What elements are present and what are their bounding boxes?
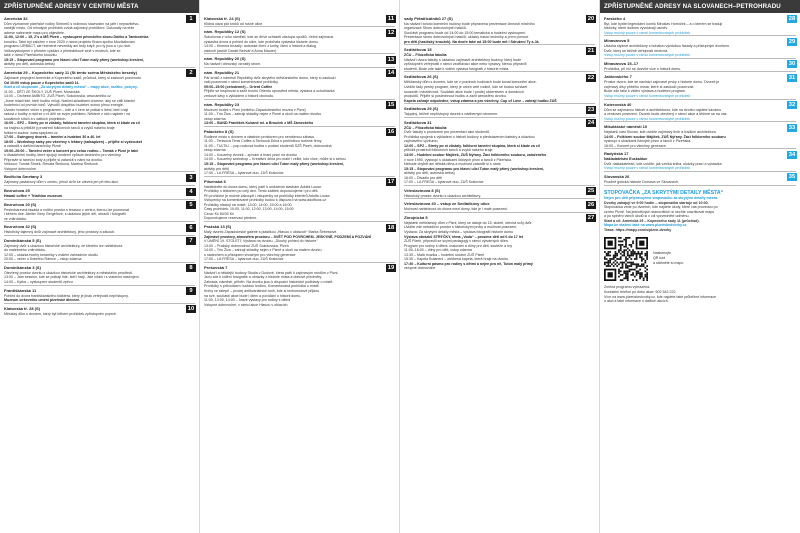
program-line: 11:00 – TULTILI – pop-rocková hudba v podání studentů SZŠ Plzeň, dobrovolná — [204, 143, 332, 148]
program-line: 15:15 – Stopování programu pro hlavní ulici Tuton malý přímý (workshop kreslení, — [204, 161, 345, 166]
address-number-badge: 2 — [186, 69, 196, 77]
address-entry — [204, 264, 395, 307]
program-line: 14:00 – Hudební soubor Májíček, ZUŠ Nýřany. Žáci folklorního souboru, založeného — [404, 152, 547, 157]
program-line: 14:00 – Kouzelný dvorek – zpívání a hraní písní na dvorku — [204, 152, 297, 157]
address-entry — [604, 173, 796, 185]
program-line: aktivity pro děti, autorská četba) — [404, 171, 455, 176]
address-number-badge: 8 — [186, 264, 196, 272]
program-line: Uvidíte tady pestrý program, který je určen celé rodině, kde se budou scházet — [404, 84, 528, 89]
stopovacka-title: STOPOVAČKA „ZA SKRYTÝMI DETAILY MĚSTA“ — [604, 189, 724, 196]
address-entry — [204, 69, 395, 99]
address-entry — [204, 224, 395, 263]
stopovacka-line: Start a cíl: Americká 29 – Kopeckého sady 11 (průchod). — [604, 218, 700, 223]
program-line: s nádechem a přístupem vhodným pro všechny generace — [204, 252, 296, 257]
address-entry — [404, 119, 595, 186]
address-number-badge: 35 — [788, 174, 796, 181]
program-line: Prohlídka spojená s výkladem o historii budovy a představením katedry a ukázkou — [404, 134, 535, 139]
program-line: přiblížit prostředí folklorních tanců a zvyků našeho kraje — [404, 148, 493, 153]
program-line: Dvůr fakulty s prostorem pro prezentaci akcí studentů. — [404, 130, 491, 135]
address-number-badge: 3 — [186, 174, 196, 182]
program-line: Historický prostor dvorku s ukázkou architektury. — [404, 193, 482, 198]
address-title: Farského 4 — [604, 15, 626, 21]
address-entry — [204, 29, 395, 55]
program-line: ve vnitrobloku. — [4, 216, 28, 221]
program-line: 12:00 – SPZ – Strety po ní zůstaly, folklorní taneční skupina, která si klade za cíl — [404, 143, 540, 148]
address-entry — [4, 201, 195, 222]
program-line: Nádvoří dvora fakulty s ukázkou zajímavé architektury budovy, který bude — [404, 57, 522, 62]
program-line: Možnost nahlédnout do dvora mezi domy, kde je i malé posezení. — [404, 207, 509, 212]
program-line: vaši pozornost v rámci komentované prohlídky. — [204, 80, 279, 85]
program-line: Byt, kde bydlel legendární komik Miroslav Horníček – a o kterém se tradují — [604, 21, 723, 26]
address-title: Dominikánská 3 (S) — [4, 264, 41, 270]
program-line: 16:00 – Koncert pro všechny generace. — [604, 143, 667, 148]
address-title: Mlnavarova 5 — [604, 38, 630, 44]
closing-line: o akci a také informace o dalších akcích. — [604, 299, 669, 304]
column-header — [400, 0, 599, 13]
program-line: Muzeum církevního umění plzeňské diecéze. — [4, 298, 81, 303]
program-line: zajímavý díky příběhu místa, které si zaslouží pozornost. — [604, 84, 695, 89]
program-line: a venkovní posezení. Dvorek bude otevřený v rámci akce a těšíme se na vás. — [604, 112, 728, 117]
address-title: Františkánská 11 — [4, 287, 37, 293]
address-title: Klatovská tř. 24 (S) — [204, 15, 241, 21]
program-line: Dům významné plzeňské rodiny Steinerů s rodinnou slavnostní na jaře i nejnavštěvo- — [4, 21, 140, 26]
program-line: zpřístupněn veřejnosti v rámci vzdělávací akce nebo výstavy, kterou připravili — [404, 62, 527, 67]
program-line: Dům se zajímavou historií a architekturou, kde na dvorku najdete kavárnu — [604, 107, 722, 112]
program-line: Při prohlídce je možné zakoupit i vstupenky na prohlídky interiérů Adolfa Loose. — [204, 193, 331, 198]
address-title: nám. Republiky 12 (S) — [204, 29, 246, 35]
program-line: Velkovystoupení v přímém vysílání z přednáškové síně v místech, kde se — [4, 48, 121, 53]
program-line: také v rámci Plzeňského kroužku. — [4, 53, 58, 58]
program-line: 15:15 – Stopování programu pro hlavní ulici Tuton malý přímý (workshop kreslení, — [404, 166, 545, 171]
program-line: Tajuplný, běžně nepřístupný dvorek s nádherným stromem. — [404, 112, 499, 117]
program-line: Na nádvoří tohoto komerční budovy bude připravena prezentace činnosti místního — [404, 21, 535, 26]
address-title: Veleslavínova 40 – vstup ze Sedláčkovy ulice — [404, 201, 490, 207]
program-line: Program pro rodiny s dětmi: malování a dílny pro děti, soutěže a hry — [404, 243, 513, 248]
address-title: Sedláčkova 31 — [404, 119, 432, 125]
program-line: Uvidíte zde netradiční prostor s historickými prvky a možnost posezení. — [404, 225, 518, 230]
address-number-badge: 30 — [788, 61, 796, 68]
program-column-3 — [400, 0, 600, 533]
program-line: do malebného vnitrobloku. — [4, 248, 47, 253]
program-line: 14:00 – Trio Živa – zahrají skladby nejen z Plzně a okolí na malém dvorku — [204, 248, 322, 253]
program-line: 17:00 – LA FRESA – kytarové duo, ZUŠ Kralovice — [204, 171, 284, 176]
program-line: Měšťanský dům s dvorem, kde se v pozdních hodinách bude konat komunitní akce. — [404, 80, 537, 85]
program-line: Přijďte se inspirovat a zažít trochu Orientu uprostřed města, výstava a ochutnávka — [204, 89, 335, 94]
address-entry — [204, 178, 395, 222]
program-line: Prohlídky s lektorem po celý den. Tento zážitek doporučujeme i pro děti. — [204, 189, 319, 194]
program-line: Malý dvorek Západočeské galerie s plastikou „Hlavou v oblacích“ Marka Šebestové. — [204, 230, 338, 234]
program-line: 15:15 – Stopování programu pro hlavní ulici Tuton malý přímý (workshop kreslení, — [4, 57, 145, 62]
program-line: 09:00–15:00 (celodenně) – Orient Coffee — [204, 84, 273, 89]
column-header — [200, 0, 399, 13]
program-line: Součástí programu bude od 14:00 do 15:00 tematická a hudební vystoupení. — [404, 30, 527, 35]
program-line: Prohlídky s průvodcem: každou hodinu, Komentovaná prohlídka o místě. — [204, 284, 320, 289]
address-number-badge: 20 — [587, 16, 595, 22]
program-line: Pozdně gotická historie Domova ve Slovanech. — [604, 179, 680, 184]
program-line: Start a cíl stopování „Za skrytými detaily města“ – mapy akce, razítko, pokyny. — [4, 85, 138, 90]
address-number-badge: 7 — [186, 237, 196, 245]
stopovacka-line: Trasa: https://mapy.com/s/plzen-dvorky — [604, 227, 672, 232]
program-line: Historický tajemný dvůr zajímavé architektury, jeho prostory a zákoutí. — [4, 230, 116, 235]
qr-code-icon[interactable] — [604, 237, 648, 281]
program-line: Doporučujeme rezervaci předem. — [204, 216, 258, 221]
address-entry — [204, 56, 395, 68]
address-entry — [604, 124, 796, 150]
closing-line: Změna programu vyhrazena. — [604, 285, 651, 290]
program-line: Zajímavý dvůr s ukázkou historické architektury, ze kterého lze nahlédnout — [4, 243, 123, 248]
program-line: výstavba dvora a pohled do ulice, kde probíhala výstavka historie domu. — [204, 39, 319, 44]
program-line: 16:00 – SPZ – Strety po ní zůstaly, folklorní taneční skupina, která si klade za cíl — [4, 121, 140, 126]
program-line: i během dne. Atelier Viery Gergeľové, s ukázkou jejích děl, obrazů i fotografií — [4, 212, 126, 217]
program-line: Hawaii coffee + Triathlon museum — [4, 194, 63, 198]
program-line: adrese naleznete mapu pro objevitele. — [4, 30, 65, 35]
qr-caption — [653, 251, 683, 265]
address-entry — [604, 74, 796, 100]
program-line: produktů. Přijďte si poslechnout hudbu a zažít atmosféru dvorku. — [404, 94, 507, 99]
program-link[interactable]: Vstup možný pouze v rámci komentovaných prohlídek — [604, 166, 691, 171]
address-number-badge: 1 — [186, 15, 196, 23]
program-line: vstup zdarma — [204, 116, 226, 121]
address-entry — [4, 15, 195, 68]
address-number-badge: 24 — [587, 120, 595, 127]
address-entry — [604, 101, 796, 122]
address-entry — [4, 188, 195, 200]
program-line: 13:00 – Pražský dobrovolníci ZUŠ Sokolovská, Plzeň — [204, 243, 289, 248]
address-number-badge: 6 — [186, 224, 196, 232]
program-line: Dvůr nakladatelství, kde uvidíte, jak vzniká kniha, ukázky prací a výstavka. — [604, 161, 723, 166]
address-title: Sedláčkova 26 (S) — [404, 74, 439, 80]
address-entry — [4, 305, 195, 316]
program-line: V UMĚNÍ 19. STOLETÍ: Výstava na dvorku, „Dlouhý pohled do historie“ — [204, 239, 318, 244]
program-line: 11:00 – DĚTI ZE ŠKOLY, ZUŠ Plzeň, Moravská — [4, 89, 80, 94]
program-line: Vstupné dobrovolné, v rámci akce Hlavou v oblacích — [204, 302, 288, 307]
program-line: Nádvoří a někdejší budovy Studia v Dudově, která patří k zajímavým místům v Plzni. — [204, 270, 339, 275]
program-line: Vstupné dobrovolné — [4, 166, 36, 171]
program-line: Jsou zde k vidění fotografie a obrázky z historie místa a dobové předměty. — [204, 275, 322, 280]
address-title: Dominikánská 5 (S) — [4, 237, 41, 243]
program-line: 11:00, 13:00, 14:00 – hravé výstavy pro rodiny s dětmi — [204, 298, 291, 303]
program-line: Otevřený prostor dvorku s ukázkou historické architektury a městského prostředí. — [4, 270, 134, 275]
address-title: Jablonského 7 — [604, 74, 632, 80]
program-line: 14:00 – Orchestr AMBITO, ZUŠ Plzeň, Sokolovská, www.ambito.cz — [4, 94, 111, 99]
address-title: Mikulášské náměstí 10 — [604, 124, 648, 130]
program-link[interactable]: Vstup možný pouze v rámci komentovaných prohlídek — [604, 93, 691, 98]
program-line: Výstava obrázků STRÝČKY, téma „Voda“ – prosíme děti od 6 do 17 let — [404, 234, 523, 239]
address-title: Sedláčkova 29 (S) — [404, 106, 439, 112]
program-line: Nejstarší část Slovan, kde uvidíte zajímavý dvůr a tradiční architekturu. — [604, 130, 717, 135]
closing-notes — [604, 285, 796, 303]
program-line: vstup zdarma — [204, 148, 226, 153]
address-title: Klatovská tř. 28 (S) — [4, 305, 41, 311]
program-line: Pohled do dvora františkánského kláštera, který je jinak veřejnosti nepřístupný. — [4, 293, 130, 298]
address-entry — [4, 69, 195, 172]
address-number-badge: 33 — [788, 124, 796, 131]
address-number-badge: 28 — [788, 16, 796, 22]
address-number-badge: 34 — [788, 151, 796, 158]
stopovacka-line: Mapa ke stažení také na www.plzenskedvorky.cz — [604, 223, 687, 228]
program-line: 11:00 – Tenisová Tenis Coffee a Tenisová Dílna s prohlídkou rodinné firmy — [204, 139, 322, 144]
program-line: 14:00 – Kytka – vystoupení studentů zpěvu — [4, 280, 73, 285]
program-line: Sokolovna v rohu náměstí, kde se dříve scházeli zástupci spolků. Velmi zajímavá — [204, 35, 333, 40]
program-line: kroužku. Také byl založen v roce 2020 v rámci projektu Bravo spolku Muzikálování — [4, 39, 135, 44]
program-link[interactable]: Vstup možný pouze v rámci komentovaných prohlídek — [604, 53, 691, 58]
stopovacka-line: Dvorky zahajují ve 9:00 hodin – stopovačka startuje od 10:00. — [604, 200, 709, 205]
program-line: vystoupí s ukázkami lidových písní a tanců z Plzeňska. — [604, 139, 692, 144]
address-title: nám. Republiky 20 (S) — [204, 56, 246, 62]
program-line: historky, které dodnes vyvolávají úsměv. — [604, 26, 668, 31]
program-line: Výstava: Za skrytými detaily města – výstava fotografií historie domu — [404, 230, 514, 234]
program-line: vstupné dobrovolné — [404, 266, 436, 271]
program-line: nádvoří (autoři Daniel Bečvář a Anna Maurer) — [204, 48, 277, 53]
program-line: Prohlídky startují na místě, 13:00, 14:00, 15:00 a 16:00. — [204, 202, 293, 207]
address-entry — [4, 287, 195, 304]
program-line: 15:30 – Kapela Bulaneni – oblíbená kapela, která hraje na dvorku — [404, 257, 509, 262]
program-line: Nakladatelství Euskaldun — [604, 157, 648, 162]
address-entry — [4, 264, 195, 285]
program-line: 17:00 – LA FRESA – kytarové duo, ZUŠ Kralovice — [204, 257, 284, 262]
qr-caption-line: Naskenujte — [653, 251, 671, 256]
program-line: Nebude chybět ani dětská dílna a možnost zatančit si s námi. — [404, 162, 502, 167]
address-number-badge: 21 — [587, 47, 595, 54]
address-title: nám. Republiky 23 — [204, 101, 240, 107]
program-line: Na nádvoří obrovský vzrostlý strom. — [204, 62, 262, 67]
address-number-badge: 32 — [788, 102, 796, 109]
address-title: Americká 32 — [4, 15, 28, 21]
address-title: sady Pětatřicátníků 27 (S) — [404, 15, 453, 21]
address-title: Sedláčkova 15 — [404, 47, 432, 53]
address-entry — [604, 15, 796, 36]
program-line: zrnkové kávy s výkladem o historii obchodu. — [204, 93, 275, 98]
address-title: Pražská 13 (S) — [204, 224, 232, 229]
address-entry — [404, 74, 595, 104]
address-number-badge: 29 — [788, 38, 796, 45]
stopovacka-line: a po splnění všech úkolů si v cíli vyzvedněte odměnu. — [604, 214, 690, 219]
address-entry — [404, 106, 595, 118]
program-line: Zahrada, náměstí, příběh: Na dvorku jsou k dispozici historické podklady o místě. — [204, 279, 334, 284]
address-title: Palackého 8 (S) — [204, 128, 234, 134]
qr-caption-line: QR kód — [653, 255, 666, 260]
address-entry — [4, 174, 195, 186]
program-line: Klidná oáza pár kroků od rušné ulice. — [204, 21, 264, 26]
address-number-badge: 27 — [587, 215, 595, 222]
program-line: Bude zde také k vidění výstava a hudební program. — [604, 89, 686, 94]
program-line: s divadelními hudby, které spojují moderní způsob tanečního pro všechny. — [4, 153, 122, 158]
program-line: organizace Sboru dobrovolných hasičů. — [404, 26, 467, 31]
program-line: Cena: Kč 60/30 Kč — [204, 211, 234, 216]
program-line: Vedoucí: Tomáš Šimek, Renata Šimková, Martina Šimková — [4, 162, 98, 167]
address-title: Bezručova 20 (S) — [4, 201, 37, 207]
address-title: Koterovská 40 — [604, 101, 632, 107]
program-line: ZUŠ Plzeň, připravili se svými pedagogy v rámci výtvarných dílen. — [404, 239, 509, 244]
stopovacka-line: Nejen pro děti připravujeme stopovačku za skrytými detaily města. — [604, 196, 718, 201]
address-entry — [204, 101, 395, 127]
closing-line: Kontaktní telefon po dobu akce: 602 543 222. — [604, 289, 677, 294]
program-line: Úvodní hudební večer s programem – kde a v čem se potkat s lidmi, kteří mají — [4, 107, 129, 112]
program-line: programu URBACT, ale řečmeně nevznikly ani tedy když; pro ty jsou a i po nich. — [4, 44, 132, 49]
address-number-badge: 14 — [387, 70, 395, 77]
program-line: sociálních sítích a v dalších projektech. — [4, 116, 67, 121]
program-line: 14:00 – Kouzelný workshop – Kreativní dílna pro malé i velké, kdo chce, může si s sebou — [204, 157, 346, 162]
address-title: Bezručova 32 (S) — [4, 224, 37, 230]
address-number-badge: 22 — [587, 74, 595, 81]
program-line: „Jsme mladí lidé, kteří hudbu milují. Našimi skladbami chceme, aby se cítili šťastní — [4, 98, 135, 103]
program-line: Prostor dvora, kde se nachází zajímavé prvky z historie domu. Dvorek je — [604, 80, 720, 85]
stopovacka-line: centru Plzně. Na jednotlivých stanovištích si nechte orazítkovat mapu — [604, 209, 715, 214]
program-line: Zajímavé propojení Americké a Kopeckého sadů, průchod, který si zaslouží pozornost. — [4, 75, 142, 80]
program-line: na krajinu a přiblížit ji prostředí folklorních tanců a zvyků našeho kraje — [4, 125, 115, 130]
program-line: aktivity pro děti, autorská četba) — [4, 62, 55, 67]
program-line: studenti. Bude zde také k vidění výstava fotografií z historie místa. — [404, 66, 510, 71]
address-entry — [604, 151, 796, 172]
address-number-badge: 5 — [186, 201, 196, 209]
program-line: sousedé i návštěvníci. Součástí akce bude i prodej občerstvení a domácích — [404, 89, 524, 94]
program-column-4 — [600, 0, 800, 533]
program-line: a zatančit s dalšími tanečníky Plzně — [4, 144, 61, 149]
program-line: v roce 1990, vystoupí s ukázkami lidových písní a tanců z Plzeňska. — [404, 157, 513, 162]
program-line: Prezentace sboru dobrovolných hasičů, ukázky hasicí techniky a první pomoci — [404, 35, 529, 40]
program-line: Kapela zahraje odpoledne, vstup zdarma a pro všechny. Cup of Love – zahrají hudbu ZUŠ — [404, 98, 557, 103]
address-entry — [604, 60, 796, 72]
address-number-badge: 16 — [387, 129, 395, 136]
column-header: ZPŘÍSTUPNĚNÉ ADRESY V CENTRU MĚSTA — [0, 0, 199, 13]
program-line: 13:00 – BAND František Kubaně ml. a Brouček z MŠ Zámeckého — [204, 121, 314, 126]
program-line: pro děti (hasičský kroužek). Na dvoře také od 15:00 bude mít i Sdružení Ty a Já. — [404, 39, 540, 44]
address-number-badge: 15 — [387, 102, 395, 109]
qr-block — [604, 237, 796, 281]
program-line: Pár kroků z náměstí Republiky dvůr skrytého měšťanského domu, který si zaslouží — [204, 75, 336, 80]
program-line: Zajímavé prostory, atmosféra prostoru – SVĚT POD POVRCHEM. JESKYNĚ, PODZEMÍ A POZVÁNÍ — [204, 234, 372, 239]
address-entry — [404, 15, 595, 45]
program-line: 14:00 – Kinema brutally: autorské čtení z knihy, čtení o historii a dialog — [204, 44, 316, 49]
program-line: Zajímavý pavlačový dům v centru, jehož dvůr se otevírá jen při této akci. — [4, 180, 119, 185]
program-line: Rodinné místo s dvorem a vlastním prostorem pro nerušenou zábavu. — [204, 134, 316, 139]
program-line: Městský dům s dvorem, který byl během prohlídek zpřístupněn poprvé. — [4, 311, 117, 316]
program-line: Dvůr, který se běžně veřejnosti neotvírá. — [604, 48, 669, 53]
program-line: 13:30 – Malá muzika – hudební soubor ZUŠ Plzeň — [404, 252, 485, 257]
address-title: Americká 29 – Kopeckého sady 11 (St tento scéna Městského besedy) — [4, 69, 137, 75]
program-line: Knihy ve sklepě – prodej antikvariátních knih, kde si knihomolové přijdou — [204, 289, 320, 294]
program-line: ZČU – Filozofická fakulta — [404, 125, 447, 130]
program-line: 13:00 – Jam session, kde se potkají lidé, kteří hrají. Jste vítáni i s vlastním nástrojem. — [4, 275, 140, 280]
program-line: hudebníci od prvních tónů. Vytvořili dospělou hudební scénu plnou energie. — [4, 103, 124, 108]
address-title: Zbrojnická 5 — [404, 214, 428, 220]
address-entry — [4, 237, 195, 263]
address-entry — [4, 224, 195, 236]
program-line: 17:00 – Swingový dvorek – taneční a hudební 30 a 40. let — [4, 135, 101, 140]
program-line: Připravte si taneční boty a přijďte si zatančit s námi na dvorku. — [4, 157, 103, 162]
program-line: na své, součástí akce bude i čtení a povídání o historii domu. — [204, 293, 302, 298]
address-entry — [204, 128, 395, 176]
address-number-badge: 23 — [587, 106, 595, 113]
program-line: aktivity pro děti) — [204, 166, 230, 171]
program-column-1 — [0, 0, 200, 533]
address-entry — [404, 201, 595, 213]
program-line: Pestrobarevná fasáda a vnitřní prostor s terasou v centru, kterou lze pozorovat — [4, 207, 130, 212]
address-entry — [404, 214, 595, 271]
program-line: 11:00–16:00 – dílny pro děti, vstup zdarma — [404, 248, 472, 253]
address-entry — [404, 47, 595, 73]
address-entry — [404, 187, 595, 199]
column-header: ZPŘÍSTUPNĚNÉ ADRESY NA SLOVANECH–PETROHRADU — [600, 0, 800, 13]
address-number-badge: 11 — [387, 16, 395, 22]
address-entry — [604, 38, 796, 59]
address-title: Pilsenská 6 — [204, 178, 226, 184]
address-number-badge: 18 — [387, 224, 395, 231]
address-title: nám. Republiky 21 — [204, 69, 240, 75]
address-number-badge: 25 — [587, 188, 595, 195]
program-line: Vstupenky na komentované prohlídky budou k dispozici na www.adolfloos.cz — [204, 198, 327, 203]
program-column-2 — [200, 0, 400, 533]
program-link[interactable]: Vstup možný pouze v rámci komentovaných prohlídek — [604, 116, 691, 121]
address-number-badge: 12 — [387, 29, 395, 36]
program-line: ZČU – Filozofická fakulta — [404, 53, 447, 58]
program-line: Od 10:00 vstup pouze z Kopeckého sadů 11. — [4, 80, 80, 85]
program-line: 16:00 – Divadlo pro děti — [404, 175, 442, 180]
program-line: 19:00–20:00 – Taneční večer a koncert pro celou rodinu – Tomáš v Plzni je také — [4, 148, 139, 153]
program-line: 17:30 – Kulturní pásmo pro rodiny s dětmi a nejen pro ně, Tuton malý přímý — [404, 261, 533, 266]
program-line: 11:00 – Trio Živa – zahrají skladby nejen z Plzně a okolí na malém dvorku — [204, 112, 322, 117]
address-title: Bezručova 25 — [4, 188, 30, 193]
address-number-badge: 31 — [788, 74, 796, 81]
address-title: Veleslavínova 8 (S) — [404, 187, 441, 193]
address-number-badge: 17 — [387, 179, 395, 186]
program-line: Ukázka stylové architektury s bohatou výzdobou fasády a přístupným dvorkem. — [604, 44, 731, 49]
address-number-badge: 19 — [387, 265, 395, 272]
program-line: 12:00 – ukázka tvorby keramiky v malém zahradním studiu — [4, 252, 98, 257]
address-title: Slovanská 26 — [604, 173, 630, 179]
address-entry — [204, 15, 395, 27]
address-title: Mlnavarova 15–17 — [604, 60, 639, 66]
program-line: radost z hudby a rádi se o ni dělí se svým publikem. Některé z nich najdete i na — [4, 112, 131, 117]
address-number-badge: 10 — [187, 306, 195, 313]
program-line: 11:00, 12:00 – 15, Z's a MŠ Plzeň – vystoupení pěveckého sboru Dáčko a Tamborínka — [4, 35, 149, 40]
program-line: zajímavého výzkumu. — [404, 139, 439, 144]
stopovacka-line: Stopovačka vede po dvorech, kde najdete úkoly, které vás provedou po — [604, 205, 718, 210]
program-line: folklorní soubor, www.spzplzen.cz — [4, 130, 58, 135]
program-line: 20:00 – večer u Dobrého Rámce – vstup zdarma — [4, 257, 82, 262]
address-title: Bedřicha Smetany 3 — [4, 174, 43, 180]
program-line: 18:00 – Workshop salsy pro všechny s lektory (salsaplzen) – přijďte si vyzkoušet — [4, 139, 142, 144]
address-number-badge: 4 — [186, 188, 196, 196]
address-title: Radyňská 17 — [604, 151, 629, 157]
program-link[interactable]: Vstup možný pouze v rámci komentovaných prohlídek — [604, 30, 691, 35]
program-line: vanější místo. Od minulých prohlídek zvídá zajímavý prohlížení. Dokonalý na téže — [4, 26, 135, 31]
program-line: Nejstarší měšťanský dům v Plzni, který se datuje do 15. století, otevírá svůj dvůr. — [404, 220, 533, 225]
program-line: Muzeum loutek v Plzni (velkého Západočeského muzea v Plzni) — [204, 107, 306, 112]
address-title: Prešovská 7 — [204, 264, 228, 270]
program-line: 17:00 – LA FRESA – kytarové duo, ZUŠ Kralovice — [404, 180, 484, 185]
program-line: Nahlédněte do dvora domu, který patří k unikátním stavbám Adolfa Loose. — [204, 184, 323, 189]
address-number-badge: 9 — [186, 287, 196, 295]
program-line: Prohlídka, při níž se dozvíte více o historii domu. — [604, 66, 682, 71]
address-number-badge: 26 — [587, 201, 595, 208]
closing-line: Více na www.plzenskedvorky.cz, kde najdete také průběžné informace — [604, 294, 716, 299]
qr-caption-line: a stáhněte si mapu — [653, 260, 684, 265]
program-line: 14:00 – Folklorní soubor Májíček, ZUŠ Nýřany. Žáci folklorního souboru — [604, 134, 726, 139]
program-line: Časy prohlídek: 10:00, 11:00, 12:00, 13:00, 14:00, 15:00 — [204, 207, 294, 212]
address-number-badge: 13 — [387, 56, 395, 63]
